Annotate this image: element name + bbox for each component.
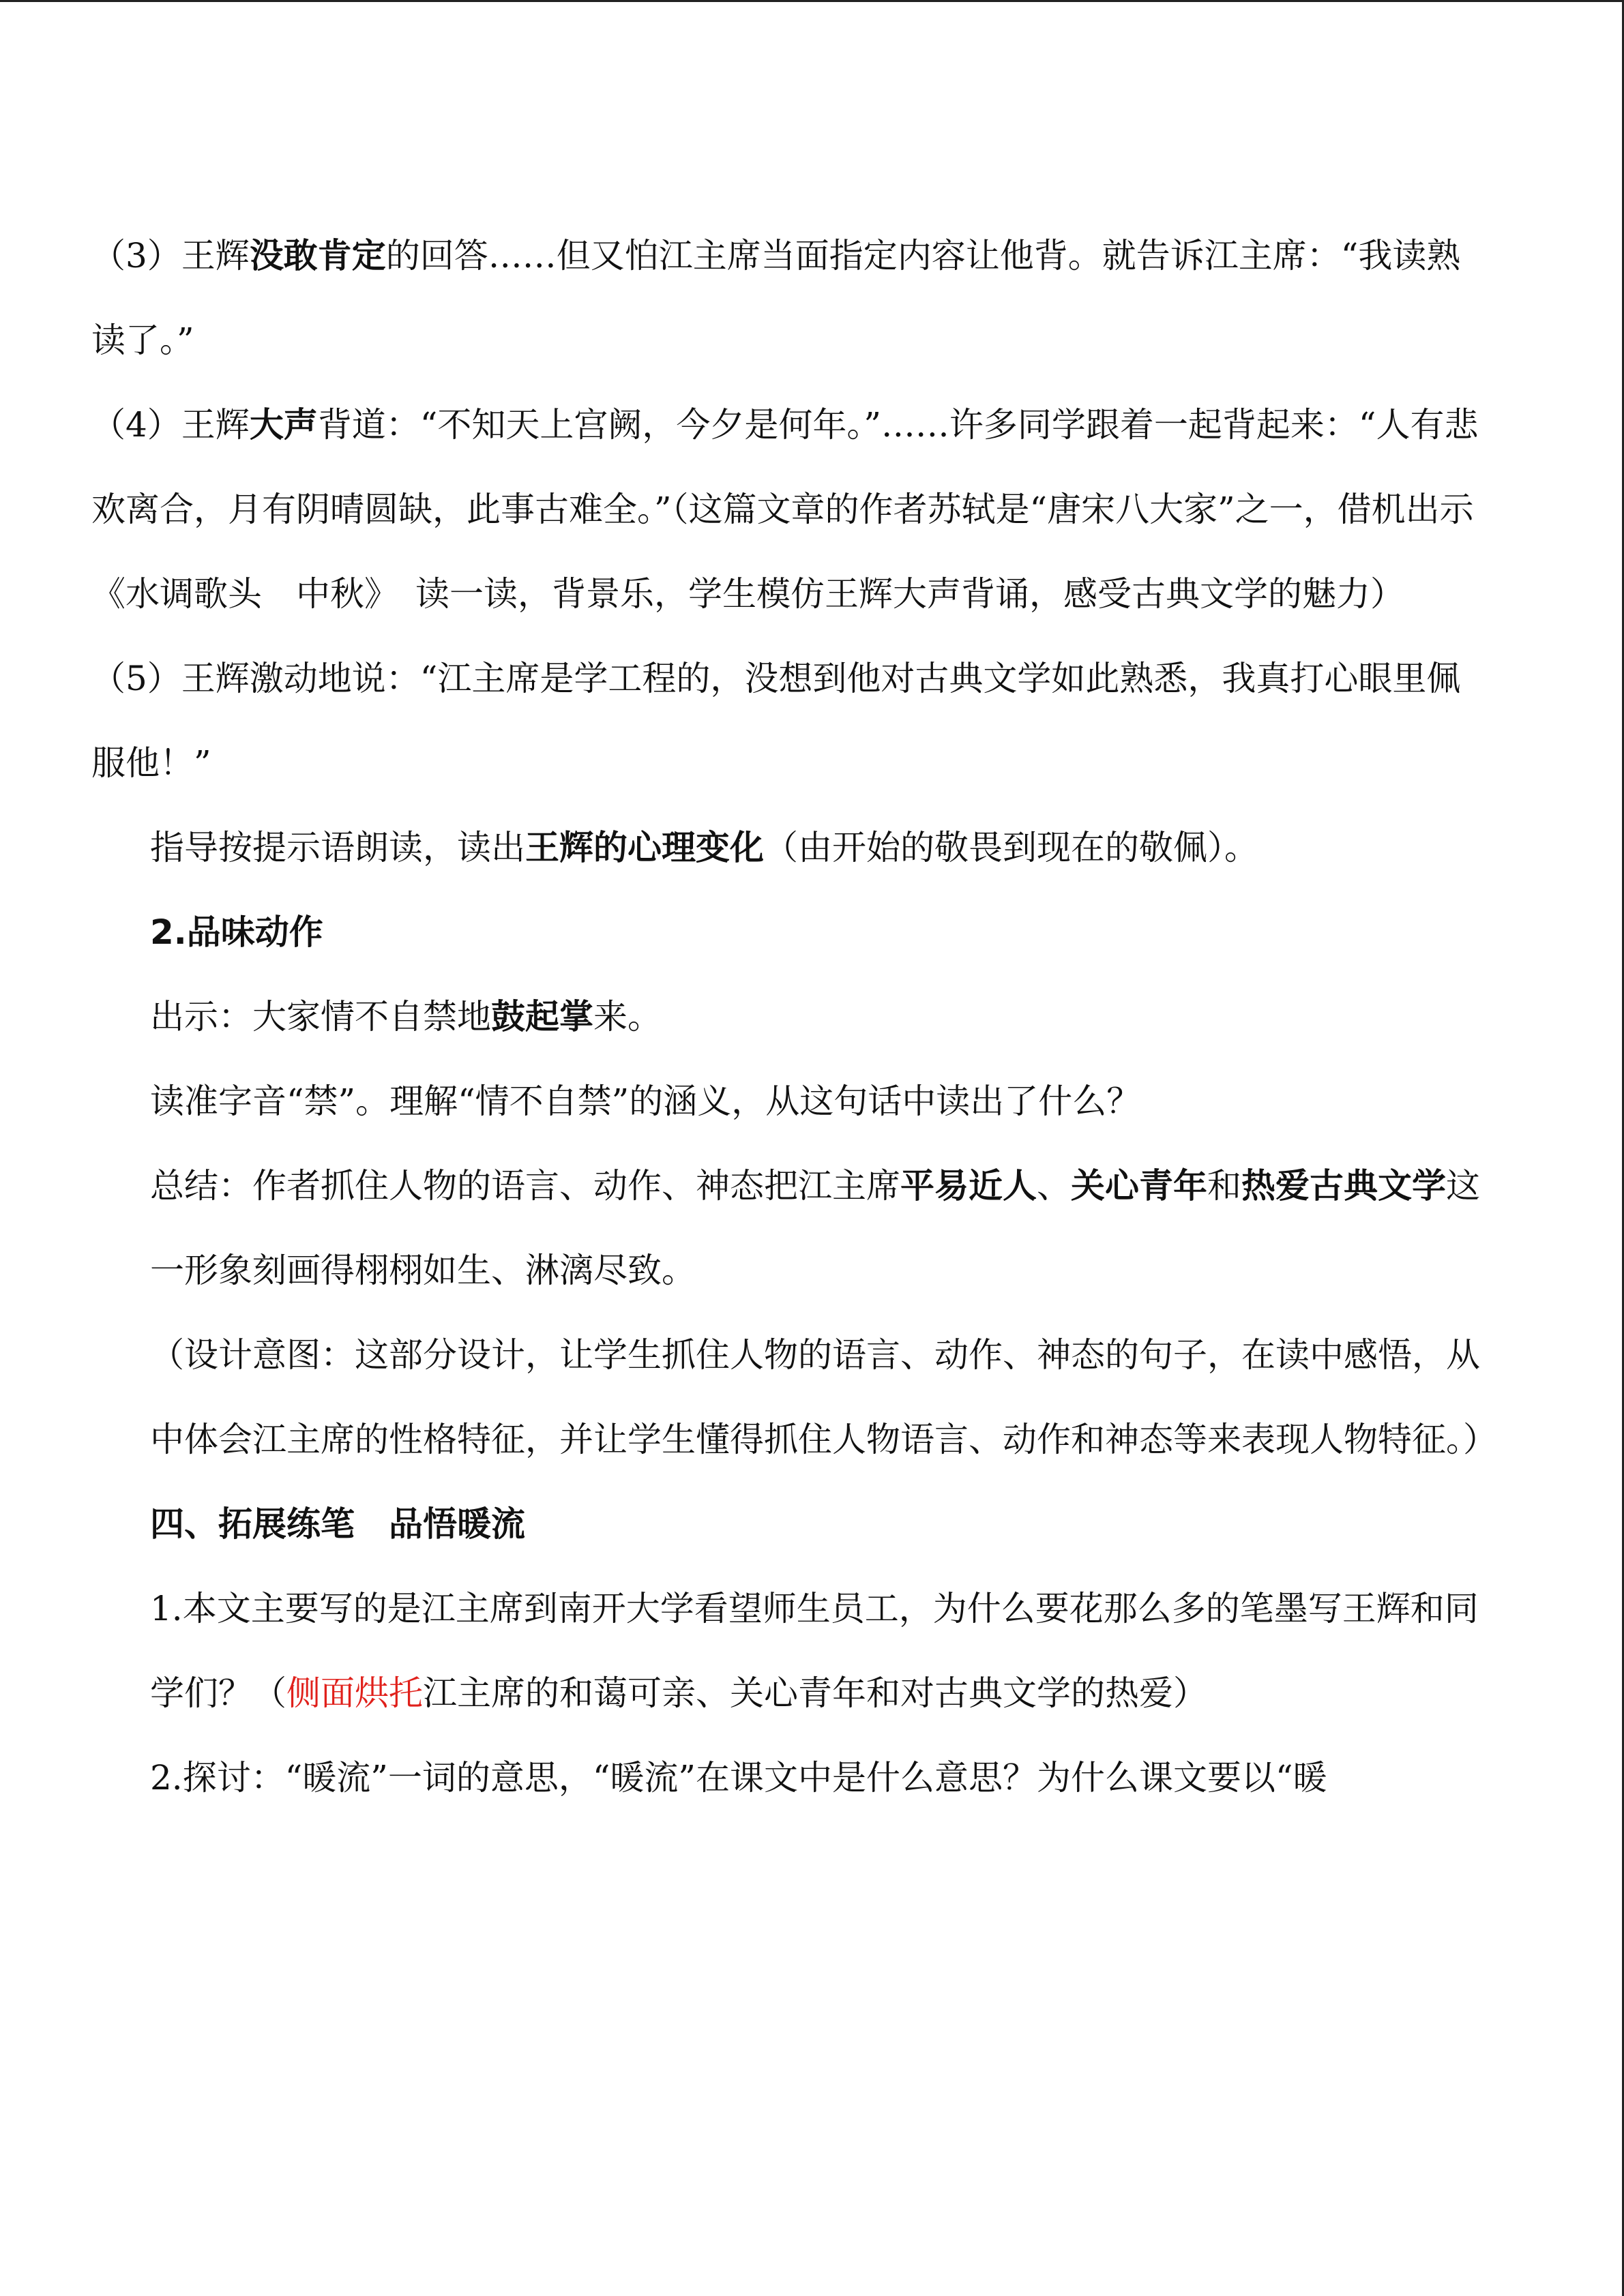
paragraph-summary [91,1144,1483,1313]
bold-segment: 热爱古典文学 [1241,1166,1446,1206]
paragraph-design-intent [91,1313,1497,1482]
paragraph-question-1 [91,1566,1483,1735]
bold-segment: 没敢肯定 [249,236,386,275]
bold-segment: 关心青年 [1071,1166,1207,1206]
heading-text: 四、拓展练笔 品悟暖流 [150,1504,525,1544]
text-segment: 读准字音“禁”。理解“情不自禁”的涵义，从这句话中读出了什么？ [150,1082,1141,1121]
heading-savor-actions [91,890,1483,974]
document-body [91,213,1497,1820]
bold-segment: 大声 [249,405,318,445]
heading-text: 2.品味动作 [150,912,323,952]
text-segment: （设计意图：这部分设计，让学生抓住人物的语言、动作、神态的句子，在读中感悟，从中体会江主席的性格特征，并让学生懂得抓住人物语言、动作和神态等来表现人物特征。） [150,1335,1497,1459]
text-segment: 来。 [593,997,662,1037]
text-segment: 这一形象刻画得栩栩如生、淋漓尽致。 [150,1166,1480,1290]
text-segment: 总结：作者抓住人物的语言、动作、神态把江主席 [150,1166,900,1206]
text-segment: （5）王辉激动地说：“江主席是学工程的，没想到他对古典文学如此熟悉，我真打心眼里佩服他！” [91,659,1461,783]
text-segment: （4）王辉 [91,405,250,445]
bold-segment: 王辉的心理变化 [525,828,764,867]
bold-segment: 平易近人 [900,1166,1037,1206]
bold-segment: 鼓起掌 [491,997,593,1037]
text-segment: 出示：大家情不自禁地 [150,997,491,1037]
text-segment: 背道：“不知天上宫阙，今夕是何年。”……许多同学跟着一起背起来：“人有悲欢离合，月有阴晴圆缺，此事古难全。”（这篇文章的作者苏轼是“唐宋八大家”之一，借机出示《水调歌头 中秋》 读一读，背景乐，学生模仿王辉大声背诵，感受古典文学的魅力） [91,405,1479,614]
paragraph-wanghui-recite [91,383,1483,636]
paragraph-question-2 [91,1735,1483,1820]
text-segment: 江主席的和蔼可亲、关心青年和对古典文学的热爱） [423,1673,1207,1713]
text-segment: 和 [1207,1166,1241,1206]
paragraph-reading-guide [91,805,1483,890]
highlight-red-segment: 侧面烘托 [286,1673,423,1713]
text-segment: 指导按提示语朗读，读出 [150,828,525,867]
text-segment: （3）王辉 [91,236,250,275]
heading-section-four [91,1482,1483,1566]
paragraph-show [91,974,1483,1059]
text-segment: 的回答……但又怕江主席当面指定内容让他背。就告诉江主席：“我读熟读了。” [91,236,1461,360]
text-segment: 、 [1037,1166,1071,1206]
text-segment: 1.本文主要写的是江主席到南开大学看望师生员工，为什么要花那么多的笔墨写王辉和同学们？（ [150,1589,1479,1713]
text-segment: 2.探讨：“暖流”一词的意思，“暖流”在课文中是什么意思？为什么课文要以“暖 [150,1758,1327,1798]
paragraph-wanghui-not-sure [91,213,1483,383]
paragraph-read-pronunciation [91,1059,1483,1144]
paragraph-wanghui-excited [91,636,1483,805]
text-segment: （由开始的敬畏到现在的敬佩）。 [764,828,1258,867]
